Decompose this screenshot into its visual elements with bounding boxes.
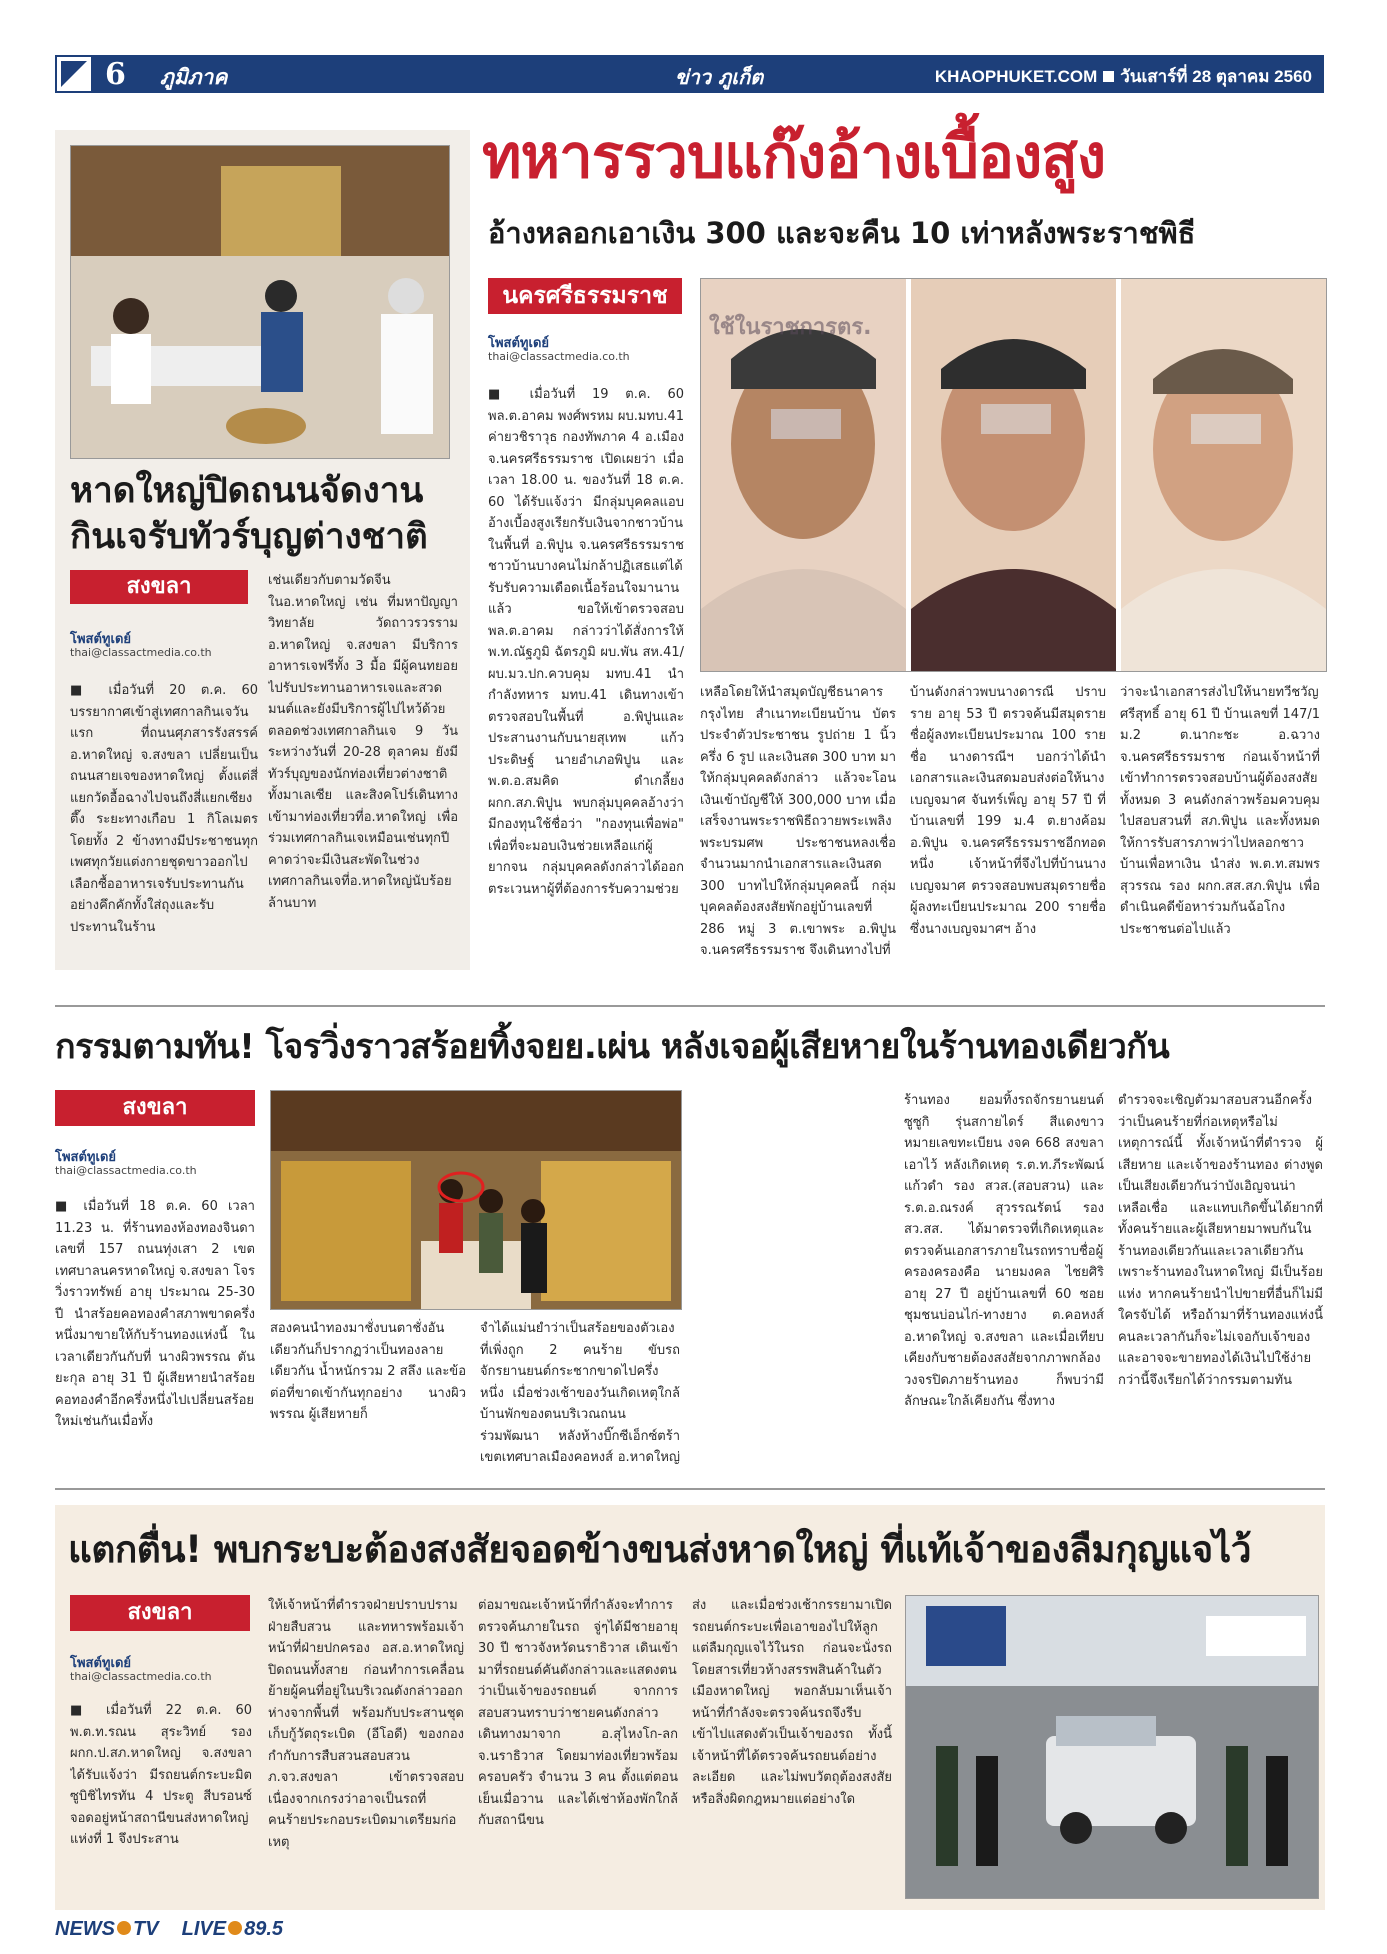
site-and-date (935, 63, 1312, 90)
story1-location-tag: สงขลา (70, 570, 248, 604)
bus-station-pickup-photo (906, 1596, 1318, 1898)
news-tv-dot-icon (117, 1921, 131, 1935)
footer-logos (55, 1918, 283, 1944)
story1-headline: หาดใหญ่ปิดถนนจัดงาน กินเจรับทัวร์บุญต่างชาติ (70, 471, 428, 557)
section-name: ภูมิภาค (160, 65, 228, 89)
story3-column-1: ■ เมื่อวันที่ 18 ต.ค. 60 เวลา 11.23 น. ที่ร้านทองห้องทองจินดา เลขที่ 157 ถนนทุ่งเสา 2 เขตเทศบาลนครหาดใหญ่ จ.สงขลา โจรวิ่งราวทรัพย์ อายุ ประมาณ 25-30 ปี นำสร้อยคอทองคำสภาพขาดครึ่งหนึ่งมาขายให้กับร้านทองแห่งนี้ ในเวลาเดียวกันกับที่ นางผิวพรรณ ตันยะกุล อายุ 31 ปี ผู้เสียหายนำสร้อยคอทองคำอีกครึ่งหนึ่งไปเปลี่ยนสร้อยใหม่เช่นกันเมื่อทั้ง (55, 1199, 255, 1429)
story2-headline: ทหารรวบแก๊งอ้างเบื้องสูง (482, 122, 1106, 192)
story2-column-2: เหลือโดยให้นำสมุดบัญชีธนาคารกรุงไทย สำเนาทะเบียนบ้าน บัตรประจำตัวประชาชน รูปถ่าย 1 นิ้ว ครึ่ง 6 รูป และเงินสด 300 บาท มาให้กลุ่มบุคคลดังกล่าว แล้วจะโอนเงินเข้าบัญชีให้ 300,000 บาท เมื่อเสร็จงานพระราชพิธีถวายพระเพลิงพระบรมศพ ประชาชนหลงเชื่อจำนวนมากนำเอกสารและเงินสด 300 บาทไปให้กลุ่มบุคคลนี้ กลุ่มบุคคลต้องสงสัยพักอยู่บ้านเลขที่ 286 หมู่ 3 ต.เขาพระ อ.พิปูน จ.นครศรีธรรมราช จึงเดินทางไปที่ (700, 685, 896, 958)
story2-location-tag: นครศรีธรรมราช (488, 278, 682, 314)
story3-column-3: จำได้แม่นยำว่าเป็นสร้อยของตัวเองที่เพิ่งถูก 2 คนร้าย ขับรถจักรยานยนต์กระชากขาดไปครึ่งหนึ่ง เมื่อช่วงเช้าของวันเกิดเหตุใกล้บ้านพักของตนบริเวณถนนร่วมพัฒนา หลังห้างบิ๊กซีเอ็กซ์ตร้า เขตเทศบาลเมืองคอหงส์ อ.หาดใหญ่ (480, 1321, 680, 1465)
story3-column-4: ร้านทอง ยอมทิ้งรถจักรยานยนต์ซูซูกิ รุ่นสกายไดร์ สีแดงขาว หมายเลขทะเบียน งจค 668 สงขลา เอาไว้ หลังเกิดเหตุ ร.ต.ท.ภีระพัฒน์ แก้วดำ รอง สวส.(สอบสวน) และ ร.ต.อ.ณรงค์ สุวรรณรัตน์ รอง สว.สส. ได้มาตรวจที่เกิดเหตุและตรวจค้นเอกสารภายในรถทราบชื่อผู้ครองครองคือ นายมงคล ไชยศิริ อายุ 27 ปี อยู่บ้านเลขที่ 60 ซอยชุมชนบ่อนไก่-ทางยาง ต.คอหงส์ อ.หาดใหญ่ จ.สงขลา และเมื่อเทียบเคียงกับชายต้องสงสัยจากภาพกล้องวงจรปิดภายร้านทอง ก็พบว่ามีลักษณะใกล้เคียงกัน ซึ่งทาง (904, 1093, 1104, 1409)
story4-column-4: ส่ง และเมื่อช่วงเช้ากรรยามาเปิดรถยนต์กระบะเพื่อเอาของไปให้ลูกแต่ลืมกุญแจไว้ในรถ ก่อนจะนั่งรถโดยสารเที่ยวห้างสรรพสินค้าในตัวเมืองหาดใหญ่ พอกลับมาเห็นเจ้าหน้าที่กำลังจะตรวจค้นรถจึงรีบเข้าไปแสดงตัวเป็นเจ้าของรถ ทั้งนี้เจ้าหน้าที่ได้ตรวจค้นรถยนต์อย่างละเอียด และไม่พบวัตถุต้องสงสัย หรือสิ่งผิดกฎหมายแต่อย่างใด (692, 1598, 892, 1807)
story1-photo (70, 145, 450, 459)
story3-location-tag: สงขลา (55, 1090, 255, 1126)
story1-email: thai@classactmedia.co.th (70, 646, 212, 659)
story3-column-3-continued (692, 1090, 890, 1468)
story4-column-2: ให้เจ้าหน้าที่ตำรวจฝ่ายปราบปราม ฝ่ายสืบสวน และทหารพร้อมเจ้าหน้าที่ฝ่ายปกครอง อส.อ.หาดใหญ่ ปิดถนนทั้งสาย ก่อนทำการเคลื่อนย้ายผู้คนที่อยู่ในบริเวณดังกล่าวออกห่างจากพื้นที่ พร้อมกับประสานชุดเก็บกู้วัตถุระเบิด (อีโอดี) ของกองกำกับการสืบสวนสอบสวน ภ.จว.สงขลา เข้าตรวจสอบ เนื่องจากเกรงว่าอาจเป็นรถที่คนร้ายประกอบระเบิดมาเตรียมก่อเหตุ (268, 1598, 464, 1850)
story3-email: thai@classactmedia.co.th (55, 1164, 197, 1177)
cctv-gold-shop-photo (271, 1091, 681, 1309)
live-frequency: 89.5 (244, 1918, 284, 1940)
story1-byline: โพสต์ทูเดย์ (70, 632, 132, 647)
story4-byline: โพสต์ทูเดย์ (70, 1656, 132, 1671)
story4-column-1: ■ เมื่อวันที่ 22 ต.ค. 60 พ.ต.ท.รณน สุระวิทย์ รอง ผกก.ป.สภ.หาดใหญ่ จ.สงขลา ได้รับแจ้งว่า มีรถยนต์กระบะมิตซูบิชิไทรทัน 4 ประตู สีบรอนซ์ จอดอยู่หน้าสถานีขนส่งหาดใหญ่ แห่งที่ 1 จึงประสาน (70, 1703, 252, 1847)
separator-square-icon (1103, 71, 1114, 82)
story4-photo (905, 1595, 1319, 1899)
story2-column-1: ■ เมื่อวันที่ 19 ต.ค. 60 พล.ต.อาคม พงศ์พรหม ผบ.มทบ.41 ค่ายวชิราวุธ กองทัพภาค 4 อ.เมือง จ.นครศรีธรรมราช เปิดเผยว่า เมื่อเวลา 18.00 น. ของวันที่ 18 ต.ค. 60 ได้รับแจ้งว่า มีกลุ่มบุคคลแอบอ้างเบื้องสูงเรียกรับเงินจากชาวบ้านในพื้นที่ อ.พิปูน จ.นครศรีธรรมราช ชาวบ้านบางคนไม่กล้าปฏิเสธแต่ได้รับรับความเดือดเนื้อร้อนใจมานานแล้ว ขอให้เข้าตรวจสอบ พล.ต.อาคม กล่าวว่าได้สั่งการให้ พ.ท.ณัฐภูมิ ฉัตรภูมิ ผบ.พัน สห.41/ผบ.มว.ปก.ควบคุม มทบ.41 นำกำลังทหาร มทบ.41 เดินทางเข้าตรวจสอบในพื้นที่ อ.พิปูนและประสานงานกับนายสุเทพ แก้วประดิษฐ์ นายอำเภอพิปูน และ พ.ต.อ.สมคิด ดำเกลี้ยง ผกก.สภ.พิปูน พบกลุ่มบุคคลอ้างว่ามีกองทุนใช้ชื่อว่า "กองทุนเพื่อพ่อ" เพื่อที่จะมอบเงินช่วยเหลือแก่ผู้ยากจน กลุ่มบุคคลดังกล่าวได้ออกตระเวนหาผู้ที่ต้องการรับความช่วย (488, 387, 684, 897)
story3-photo (270, 1090, 682, 1310)
story2-column-4: ว่าจะนำเอกสารส่งไปให้นายทวีชวัญศรีสุทธิ์ อายุ 61 ปี บ้านเลขที่ 147/1 ม.2 ต.นากะชะ อ.ฉวาง จ.นครศรีธรรมราช ก่อนเจ้าหน้าที่เข้าทำการตรวจสอบบ้านผู้ต้องสงสัยทั้งหมด 3 คนดังกล่าวพร้อมควบคุมไปสอบสวนที่ สภ.พิปูน และทั้งหมดให้การรับสารภาพว่าไปหลอกชาวบ้านเพื่อหาเงิน นำส่ง พ.ต.ท.สมพร สุวรรณ รอง ผกก.สส.สภ.พิปูน เพื่อดำเนินคดีข้อหาร่วมกันฉ้อโกงประชาชนต่อไปแล้ว (1120, 685, 1320, 937)
story1-column-1: ■ เมื่อวันที่ 20 ต.ค. 60 บรรยากาศเข้าสู่เทศกาลกินเจวันแรก ที่ถนนศุภสารรังสรรค์ อ.หาดใหญ่ จ.สงขลา เปลี่ยนเป็นถนนสายเจของหาดใหญ่ ตั้งแต่สี่แยกวัดอื้อฉางไปจนถึงสี่แยกเซียงตึ๊ง ระยะทางเกือบ 1 กิโลเมตร โดยทั้ง 2 ข้างทางมีประชาชนทุกเพศทุกวัยแต่งกายชุดขาวออกไปเลือกซื้ออาหารเจรับประทานกันอย่างคึกคักทั้งใส่ถุงและรับประทานในร้าน (70, 683, 258, 935)
site-name: KHAOPHUKET.COM (934, 67, 1098, 86)
issue-date: วันเสาร์ที่ 28 ตุลาคม 2560 (1120, 67, 1312, 86)
live-logo: LIVE (181, 1918, 227, 1940)
story4-location-tag: สงขลา (70, 1595, 250, 1631)
page-corner-icon (55, 55, 93, 93)
page-header (55, 55, 1324, 93)
story3-byline: โพสต์ทูเดย์ (55, 1150, 117, 1165)
tv-logo: TV (133, 1918, 159, 1940)
story3-column-5: ตำรวจจะเชิญตัวมาสอบสวนอีกครั้งว่าเป็นคนร้ายที่ก่อเหตุหรือไม่ เหตุการณ์นี้ ทั้งเจ้าหน้าที่ตำรวจ ผู้เสียหาย และเจ้าของร้านทอง ต่างพูดเป็นเสียงเดียวกันว่าบังเอิญจนน่าเหลือเชื่อ และแทบเกิดขึ้นได้ยากที่ทั้งคนร้ายและผู้เสียหายมาพบกันในร้านทองเดียวกันและเวลาเดียวกัน เพราะร้านทองในหาดใหญ่ มีเป็นร้อยแห่ง หากคนร้ายนำไปขายที่อื่นก็ไม่มีใครจับได้ หรือถ้ามาที่ร้านทองแห่งนี้คนละเวลากันก็จะไม่เจอกับเจ้าของและอาจจะขายทองได้เงินไปใช้ง่ายกว่านี้จึงเรียกได้ว่ากรรมตามทัน (1118, 1093, 1323, 1388)
story2-subheadline: อ้างหลอกเอาเงิน 300 และจะคืน 10 เท่าหลังพระราชพิธี (488, 216, 1196, 250)
live-dot-icon (228, 1921, 242, 1935)
news-logo: NEWS (55, 1918, 115, 1940)
masthead-logo: ข่าว ภูเก็ต (675, 65, 764, 89)
story2-photo-strip (700, 278, 1327, 672)
vegetarian-festival-photo (71, 146, 449, 458)
section-divider-2 (55, 1488, 1325, 1490)
photo-watermark-text: ใช้ในราชการตร. (709, 315, 872, 340)
story4-column-3: ต่อมาขณะเจ้าหน้าที่กำลังจะทำการตรวจค้นภายในรถ จู่ๆได้มีชายอายุ 30 ปี ชาวจังหวัดนราธิวาส เดินเข้ามาที่รถยนต์คันดังกล่าวและแสดงตนว่าเป็นเจ้าของรถยนต์ จากการสอบสวนทราบว่าชายคนดังกล่าวเดินทางมาจาก อ.สุไหงโก-ลก จ.นราธิวาส โดยมาท่องเที่ยวพร้อมครอบครัว จำนวน 3 คน ตั้งแต่ตอนเย็นเมื่อวาน และได้เช่าห้องพักใกล้กับสถานีขน (478, 1598, 678, 1828)
section-divider (55, 1005, 1325, 1007)
story4-email: thai@classactmedia.co.th (70, 1670, 212, 1683)
story2-column-3: บ้านดังกล่าวพบนางดารณี ปราบราย อายุ 53 ปี ตรวจค้นมีสมุดรายชื่อผู้ลงทะเบียนประมาณ 100 รายชื่อ นางดารณีฯ บอกว่าได้นำเอกสารและเงินสดมอบส่งต่อให้นางเบญจมาศ จันทร์เพ็ญ อายุ 57 ปี ที่บ้านเลขที่ 199 ม.4 ต.ยางค้อม อ.พิปูน จ.นครศรีธรรมราชอีกทอดหนึ่ง เจ้าหน้าที่จึงไปที่บ้านนางเบญจมาศ ตรวจสอบพบสมุดรายชื่อผู้ลงทะเบียนประมาณ 200 รายชื่อ ซึ่งนางเบญจมาศฯ อ้าง (910, 685, 1106, 937)
page-number: 6 (105, 57, 126, 92)
story4-headline: แตกตื่น! พบกระบะต้องสงสัยจอดข้างขนส่งหาดใหญ่ ที่แท้เจ้าของลืมกุญแจไว้ (68, 1528, 1252, 1571)
story2-email: thai@classactmedia.co.th (488, 350, 630, 363)
story1-column-2: เช่นเดียวกับตามวัดจีนในอ.หาดใหญ่ เช่น ที่มหาปัญญาวิทยาลัย วัดถาวรวรราม อ.หาดใหญ่ จ.สงขลา มีบริการอาหารเจฟรีทั้ง 3 มื้อ มีผู้คนทยอยไปรับประทานอาหารเจและสวดมนต์และยังมีบริการผู้ไปไหว้ด้วย ตลอดช่วงเทศกาลกินเจ 9 วัน ระหว่างวันที่ 20-28 ตุลาคม ยังมีทัวร์บุญของนักท่องเที่ยวต่างชาติ ทั้งมาเลเซีย และสิงคโปร์เดินทางเข้ามาท่องเที่ยวที่อ.หาดใหญ่ เพื่อร่วมเทศกาลกินเจเหมือนเช่นทุกปี คาดว่าจะมีเงินสะพัดในช่วงเทศกาลกินเจที่อ.หาดใหญ่นับร้อยล้านบาท (268, 573, 458, 911)
story2-byline: โพสต์ทูเดย์ (488, 336, 550, 351)
story3-column-2: สองคนนำทองมาชั่งบนตาชั่งอันเดียวกันก็ปรากฏว่าเป็นทองลายเดียวกัน น้ำหนักรวม 2 สลึง และข้อต่อที่ขาดเข้ากันทุกอย่าง นางผิวพรรณ ผู้เสียหายก็ (270, 1321, 466, 1422)
story3-headline: กรรมตามทัน! โจรวิ่งราวสร้อยทิ้งจยย.เผ่น หลังเจอผู้เสียหายในร้านทองเดียวกัน (55, 1027, 1170, 1067)
